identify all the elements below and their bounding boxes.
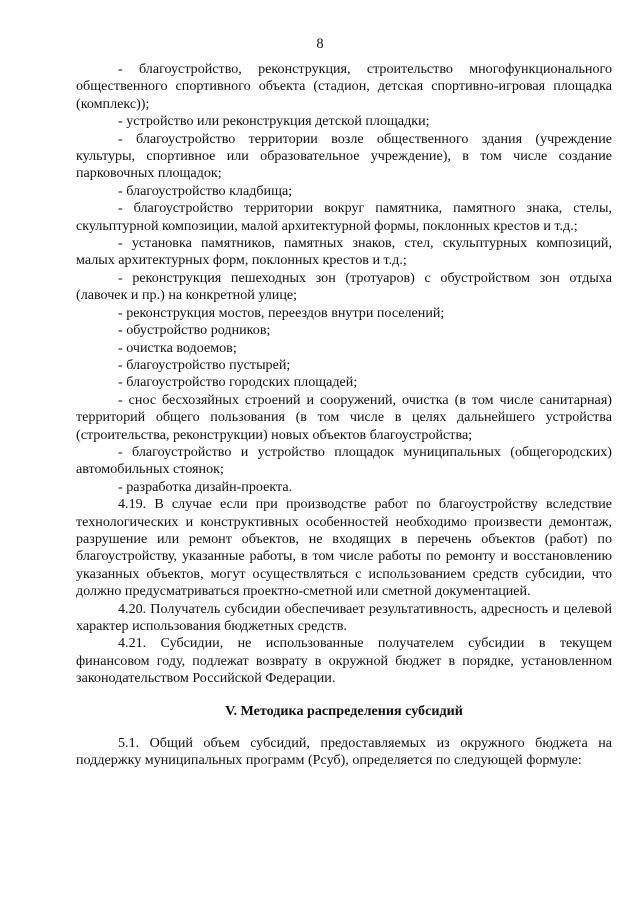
paragraph: - благоустройство, реконструкция, строительство многофункционального общественного спортивного объекта (стадион, детская спортивно-игровая площадка (комплекс)); bbox=[76, 61, 612, 112]
paragraph: 4.19. В случае если при производстве работ по благоустройству вследствие технологических и конструктивных особенностей необходимо произвести демонтаж, разрушение или ремонт объектов, не входящих в перечень объектов (работ) по благоустройству, указанные работы, в том числе работы по ремонту и восстановлению указанных объектов, могут осуществляться с использованием средств субсидии, что должно предусматриваться проектно-сметной или сметной документацией. bbox=[76, 496, 612, 600]
paragraph: - благоустройство и устройство площадок муниципальных (общегородских) автомобильных стоянок; bbox=[76, 443, 612, 478]
paragraph: - благоустройство кладбища; bbox=[118, 182, 293, 199]
paragraph: 5.1. Общий объем субсидий, предоставляемых из окружного бюджета на поддержку муниципальных программ (Рсуб), определяется по следующей формуле: bbox=[76, 735, 612, 769]
paragraph: - снос бесхозяйных строений и сооружений, очистка (в том числе санитарная) территорий общего пользования (в том числе в целях дальнейшего устройства (строительства, реконструкции) новых объектов благоустройства; bbox=[76, 391, 612, 443]
document-body bbox=[76, 61, 612, 770]
section-title: V. Методика распределения субсидий bbox=[225, 702, 463, 719]
paragraph: - установка памятников, памятных знаков, стел, скульптурных композиций, малых архитектурных форм, поклонных крестов и т.д.; bbox=[76, 235, 612, 269]
paragraph: - благоустройство территории возле общественного здания (учреждение культуры, спортивное или образовательное учреждение), в том числе создание парковочных площадок; bbox=[76, 130, 612, 182]
paragraph: - разработка дизайн-проекта. bbox=[118, 478, 293, 495]
paragraph: - очистка водоемов; bbox=[118, 339, 237, 356]
paragraph: 4.20. Получатель субсидии обеспечивает результативность, адресность и целевой характер использования бюджетных средств. bbox=[76, 600, 612, 634]
paragraph: - благоустройство территории вокруг памятника, памятного знака, стелы, скульптурной композиции, малой архитектурной формы, поклонных крестов и т.д.; bbox=[76, 200, 612, 234]
paragraph: 4.21. Субсидии, не использованные получателем субсидии в текущем финансовом году, подлежат возврату в окружной бюджет в порядке, установленном законодательством Российской Федерации. bbox=[76, 635, 612, 687]
page-number: 8 bbox=[316, 36, 324, 52]
paragraph: - устройство или реконструкция детской площадки; bbox=[118, 113, 430, 130]
paragraph: - благоустройство пустырей; bbox=[118, 356, 291, 373]
paragraph: - благоустройство городских площадей; bbox=[118, 374, 358, 391]
paragraph: - реконструкция мостов, переездов внутри поселений; bbox=[118, 304, 445, 321]
paragraph: - реконструкция пешеходных зон (тротуаров) с обустройством зон отдыха (лавочек и пр.) на конкретной улице; bbox=[76, 269, 612, 304]
paragraph: - обустройство родников; bbox=[118, 322, 271, 339]
